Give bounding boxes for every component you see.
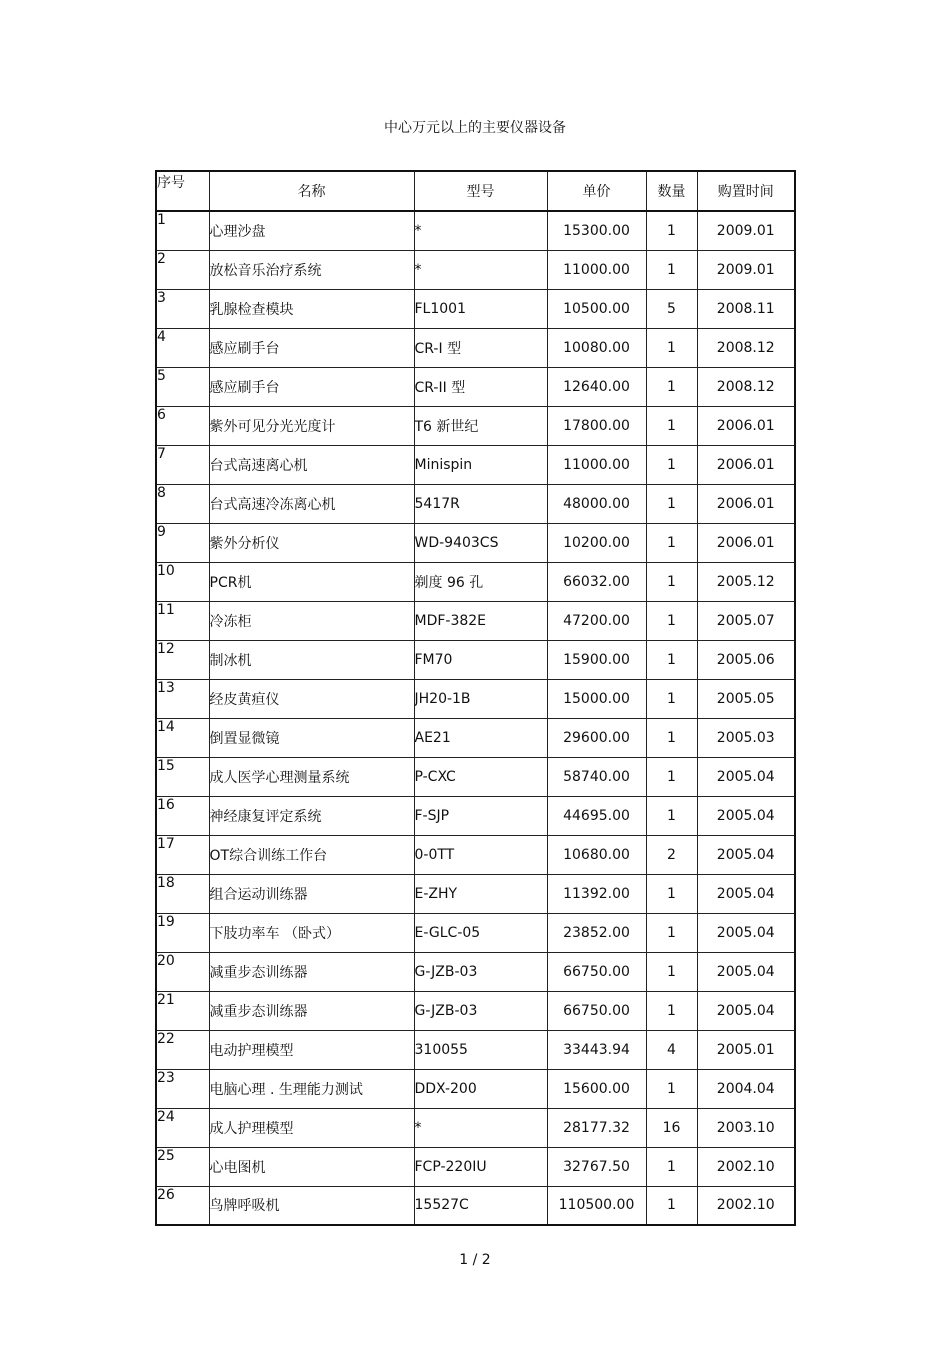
table-row	[156, 367, 795, 406]
cell-qty: 1	[646, 952, 697, 991]
cell-name: 电动护理模型	[209, 1030, 414, 1069]
cell-name: 减重步态训练器	[209, 952, 414, 991]
cell-model: G-JZB-03	[414, 991, 547, 1030]
cell-price: 11392.00	[547, 874, 646, 913]
cell-seq: 14	[156, 718, 209, 757]
cell-price: 28177.32	[547, 1108, 646, 1147]
cell-date: 2005.03	[697, 718, 795, 757]
cell-qty: 2	[646, 835, 697, 874]
cell-seq: 5	[156, 367, 209, 406]
cell-date: 2002.10	[697, 1186, 795, 1225]
table-row	[156, 640, 795, 679]
cell-qty: 1	[646, 367, 697, 406]
cell-qty: 1	[646, 211, 697, 250]
cell-date: 2005.06	[697, 640, 795, 679]
cell-model: FCP-220IU	[414, 1147, 547, 1186]
cell-price: 23852.00	[547, 913, 646, 952]
cell-seq: 15	[156, 757, 209, 796]
cell-name: 台式高速离心机	[209, 445, 414, 484]
table-row	[156, 211, 795, 250]
cell-name: 减重步态训练器	[209, 991, 414, 1030]
cell-seq: 17	[156, 835, 209, 874]
cell-date: 2009.01	[697, 211, 795, 250]
table-row	[156, 1030, 795, 1069]
cell-price: 29600.00	[547, 718, 646, 757]
cell-name: 下肢功率车 （卧式）	[209, 913, 414, 952]
cell-seq: 6	[156, 406, 209, 445]
cell-seq: 26	[156, 1186, 209, 1225]
cell-model: *	[414, 1108, 547, 1147]
page-title: 中心万元以上的主要仪器设备	[384, 120, 566, 136]
cell-seq: 13	[156, 679, 209, 718]
table-row	[156, 289, 795, 328]
cell-name: 紫外可见分光光度计	[209, 406, 414, 445]
cell-qty: 1	[646, 640, 697, 679]
cell-date: 2005.12	[697, 562, 795, 601]
cell-qty: 1	[646, 523, 697, 562]
cell-qty: 1	[646, 913, 697, 952]
cell-name: 台式高速冷冻离心机	[209, 484, 414, 523]
cell-seq: 16	[156, 796, 209, 835]
cell-model: 15527C	[414, 1186, 547, 1225]
table-row	[156, 1147, 795, 1186]
cell-name: 神经康复评定系统	[209, 796, 414, 835]
table-row	[156, 913, 795, 952]
cell-qty: 1	[646, 328, 697, 367]
cell-name: 制冰机	[209, 640, 414, 679]
cell-date: 2005.04	[697, 991, 795, 1030]
cell-name: 感应刷手台	[209, 328, 414, 367]
cell-qty: 1	[646, 1069, 697, 1108]
cell-qty: 16	[646, 1108, 697, 1147]
cell-seq: 8	[156, 484, 209, 523]
cell-date: 2008.12	[697, 328, 795, 367]
cell-price: 11000.00	[547, 445, 646, 484]
cell-model: WD-9403CS	[414, 523, 547, 562]
cell-date: 2005.07	[697, 601, 795, 640]
cell-price: 66750.00	[547, 952, 646, 991]
cell-model: Minispin	[414, 445, 547, 484]
header-price: 单价	[547, 171, 646, 211]
table-row	[156, 601, 795, 640]
cell-qty: 1	[646, 1147, 697, 1186]
cell-model: 5417R	[414, 484, 547, 523]
cell-price: 10680.00	[547, 835, 646, 874]
cell-qty: 1	[646, 757, 697, 796]
cell-seq: 2	[156, 250, 209, 289]
cell-date: 2005.04	[697, 874, 795, 913]
cell-qty: 1	[646, 679, 697, 718]
cell-price: 15900.00	[547, 640, 646, 679]
equipment-table	[155, 170, 796, 1226]
cell-price: 48000.00	[547, 484, 646, 523]
cell-price: 66032.00	[547, 562, 646, 601]
cell-date: 2006.01	[697, 523, 795, 562]
cell-qty: 1	[646, 484, 697, 523]
cell-seq: 21	[156, 991, 209, 1030]
cell-seq: 20	[156, 952, 209, 991]
cell-date: 2005.04	[697, 835, 795, 874]
cell-model: FL1001	[414, 289, 547, 328]
cell-seq: 9	[156, 523, 209, 562]
cell-model: P-CXC	[414, 757, 547, 796]
table-row	[156, 679, 795, 718]
cell-seq: 10	[156, 562, 209, 601]
table-row	[156, 406, 795, 445]
header-qty: 数量	[646, 171, 697, 211]
cell-date: 2002.10	[697, 1147, 795, 1186]
cell-price: 10200.00	[547, 523, 646, 562]
cell-model: 310055	[414, 1030, 547, 1069]
cell-price: 32767.50	[547, 1147, 646, 1186]
cell-seq: 18	[156, 874, 209, 913]
cell-seq: 12	[156, 640, 209, 679]
cell-name: 成人医学心理测量系统	[209, 757, 414, 796]
cell-model: CR-I 型	[414, 328, 547, 367]
cell-name: 电脑心理 . 生理能力测试	[209, 1069, 414, 1108]
cell-date: 2006.01	[697, 484, 795, 523]
table-row	[156, 250, 795, 289]
cell-date: 2005.04	[697, 952, 795, 991]
header-model: 型号	[414, 171, 547, 211]
cell-date: 2005.04	[697, 796, 795, 835]
cell-name: 放松音乐治疗系统	[209, 250, 414, 289]
cell-seq: 11	[156, 601, 209, 640]
header-seq: 序号	[156, 171, 209, 211]
cell-model: *	[414, 250, 547, 289]
cell-model: E-GLC-05	[414, 913, 547, 952]
cell-date: 2005.04	[697, 757, 795, 796]
cell-qty: 4	[646, 1030, 697, 1069]
cell-qty: 1	[646, 718, 697, 757]
header-date: 购置时间	[697, 171, 795, 211]
cell-name: 鸟牌呼吸机	[209, 1186, 414, 1225]
cell-price: 44695.00	[547, 796, 646, 835]
table-row	[156, 874, 795, 913]
cell-qty: 1	[646, 1186, 697, 1225]
cell-date: 2003.10	[697, 1108, 795, 1147]
table-row	[156, 952, 795, 991]
table-header-row	[156, 171, 795, 211]
cell-name: 组合运动训练器	[209, 874, 414, 913]
cell-qty: 1	[646, 991, 697, 1030]
cell-price: 15600.00	[547, 1069, 646, 1108]
cell-name: 乳腺检查模块	[209, 289, 414, 328]
cell-price: 47200.00	[547, 601, 646, 640]
cell-model: DDX-200	[414, 1069, 547, 1108]
cell-price: 17800.00	[547, 406, 646, 445]
cell-seq: 23	[156, 1069, 209, 1108]
cell-name: 倒置显微镜	[209, 718, 414, 757]
cell-date: 2006.01	[697, 406, 795, 445]
cell-model: MDF-382E	[414, 601, 547, 640]
cell-qty: 1	[646, 796, 697, 835]
cell-date: 2005.01	[697, 1030, 795, 1069]
cell-date: 2005.04	[697, 913, 795, 952]
table-row	[156, 835, 795, 874]
table-row	[156, 1069, 795, 1108]
cell-seq: 7	[156, 445, 209, 484]
cell-price: 66750.00	[547, 991, 646, 1030]
cell-date: 2004.04	[697, 1069, 795, 1108]
cell-price: 11000.00	[547, 250, 646, 289]
cell-name: PCR机	[209, 562, 414, 601]
cell-qty: 1	[646, 601, 697, 640]
cell-model: E-ZHY	[414, 874, 547, 913]
table-row	[156, 757, 795, 796]
cell-price: 15000.00	[547, 679, 646, 718]
table-body	[156, 211, 795, 1225]
table-row	[156, 328, 795, 367]
cell-date: 2008.11	[697, 289, 795, 328]
cell-qty: 1	[646, 445, 697, 484]
table-row	[156, 445, 795, 484]
cell-model: 0-0TT	[414, 835, 547, 874]
cell-price: 110500.00	[547, 1186, 646, 1225]
cell-model: CR-II 型	[414, 367, 547, 406]
cell-model: FM70	[414, 640, 547, 679]
cell-price: 15300.00	[547, 211, 646, 250]
cell-seq: 22	[156, 1030, 209, 1069]
cell-seq: 3	[156, 289, 209, 328]
cell-name: OT综合训练工作台	[209, 835, 414, 874]
cell-price: 12640.00	[547, 367, 646, 406]
table-row	[156, 991, 795, 1030]
cell-name: 经皮黄疸仪	[209, 679, 414, 718]
cell-model: F-SJP	[414, 796, 547, 835]
cell-seq: 19	[156, 913, 209, 952]
cell-model: 剃度 96 孔	[414, 562, 547, 601]
cell-price: 10500.00	[547, 289, 646, 328]
cell-model: AE21	[414, 718, 547, 757]
cell-price: 10080.00	[547, 328, 646, 367]
cell-seq: 1	[156, 211, 209, 250]
table-row	[156, 1186, 795, 1225]
cell-date: 2008.12	[697, 367, 795, 406]
table-row	[156, 562, 795, 601]
cell-qty: 1	[646, 250, 697, 289]
cell-name: 紫外分析仪	[209, 523, 414, 562]
cell-qty: 1	[646, 406, 697, 445]
cell-model: G-JZB-03	[414, 952, 547, 991]
cell-qty: 1	[646, 874, 697, 913]
cell-seq: 25	[156, 1147, 209, 1186]
table-row	[156, 796, 795, 835]
cell-seq: 24	[156, 1108, 209, 1147]
table-row	[156, 523, 795, 562]
cell-qty: 1	[646, 562, 697, 601]
table-row	[156, 718, 795, 757]
cell-name: 心理沙盘	[209, 211, 414, 250]
cell-price: 33443.94	[547, 1030, 646, 1069]
cell-name: 冷冻柜	[209, 601, 414, 640]
cell-name: 心电图机	[209, 1147, 414, 1186]
page-number: 1 / 2	[459, 1252, 491, 1268]
table-row	[156, 1108, 795, 1147]
cell-date: 2006.01	[697, 445, 795, 484]
cell-name: 成人护理模型	[209, 1108, 414, 1147]
cell-qty: 5	[646, 289, 697, 328]
cell-model: *	[414, 211, 547, 250]
cell-model: T6 新世纪	[414, 406, 547, 445]
cell-price: 58740.00	[547, 757, 646, 796]
cell-seq: 4	[156, 328, 209, 367]
cell-date: 2005.05	[697, 679, 795, 718]
cell-model: JH20-1B	[414, 679, 547, 718]
table-row	[156, 484, 795, 523]
cell-name: 感应刷手台	[209, 367, 414, 406]
cell-date: 2009.01	[697, 250, 795, 289]
header-name: 名称	[209, 171, 414, 211]
